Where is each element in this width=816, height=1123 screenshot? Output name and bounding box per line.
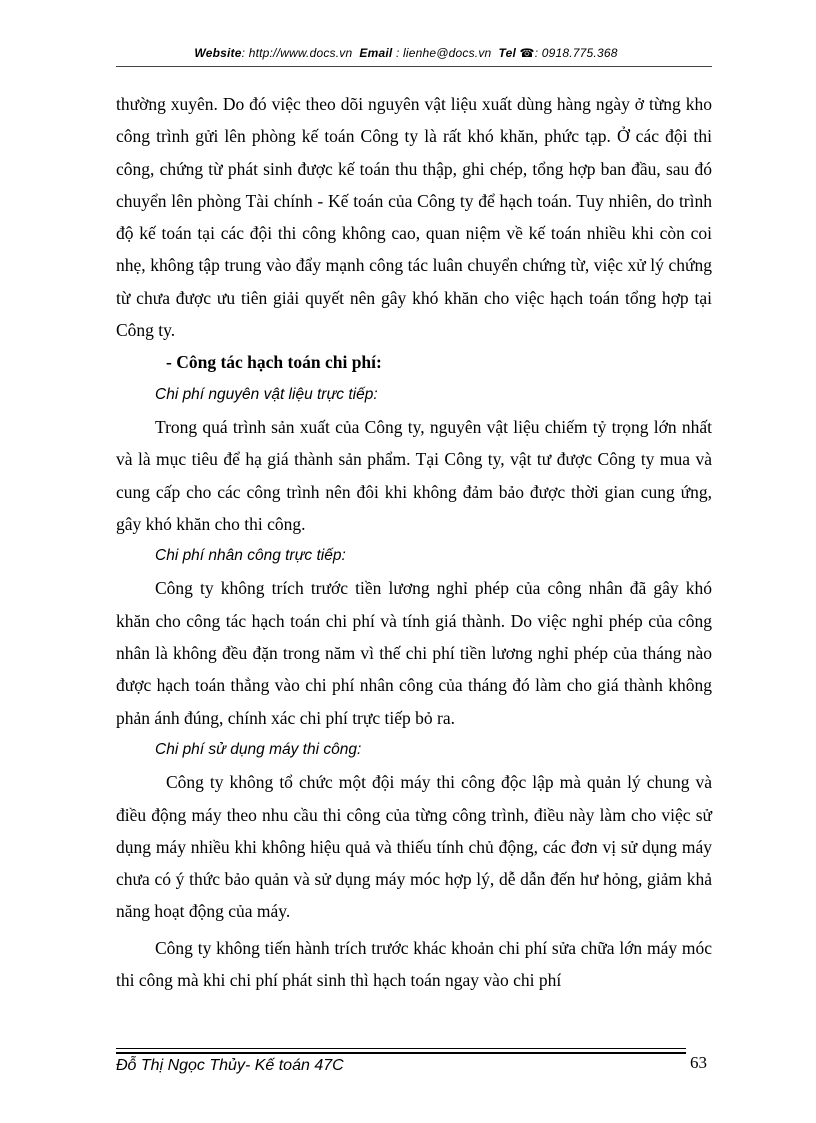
footer-divider-thick [116, 1052, 686, 1054]
paragraph-4: Công ty không tổ chức một đội máy thi công độc lập mà quản lý chung và điều động máy theo nhu cầu thi công của từng công trình, điều này làm cho việc sử dụng máy nhiều khi không hiệu quả và thiếu tính chủ động, các đơn vị sử dụng máy chưa có ý thức bảo quản và sử dụng máy móc hợp lý, dễ dẫn đến hư hỏng, giảm khả năng hoạt động của máy. [116, 772, 712, 922]
footer-divider-thin [116, 1048, 686, 1049]
header-divider [116, 66, 712, 67]
paragraph-1: thường xuyên. Do đó việc theo dõi nguyên vật liệu xuất dùng hàng ngày ở từng kho công trình gửi lên phòng kế toán Công ty là rất khó khăn, phức tạp. Ở các đội thi công, chứng từ phát sinh được kế toán thu thập, ghi chép, tổng hợp ban đầu, sau đó chuyển lên phòng Tài chính - Kế toán của Công ty để hạch toán. Tuy nhiên, do trình độ kế toán tại các đội thi công không cao, quan niệm về kế toán nhiều khi còn coi nhẹ, không tập trung vào đẩy mạnh công tác luân chuyển chứng từ, việc xử lý chứng từ chưa được ưu tiên giải quyết nên gây khó khăn cho việc hạch toán tổng hợp tại Công ty. [116, 94, 712, 341]
tel-value: : 0918.775.368 [534, 46, 618, 60]
page-header [100, 46, 712, 60]
tel-label: Tel [498, 46, 516, 60]
page-number: 63 [690, 1053, 707, 1072]
subheading-materials: Chi phí nguyên vật liệu trực tiếp: [155, 385, 378, 403]
website-label: Website [194, 46, 242, 60]
email-label: Email [359, 46, 393, 60]
document-body [116, 88, 712, 996]
paragraph-2: Trong quá trình sản xuất của Công ty, nguyên vật liệu chiếm tỷ trọng lớn nhất và là mục tiêu để hạ giá thành sản phẩm. Tại Công ty, vật tư được Công ty mua và cung cấp cho các công trình nên đôi khi không đảm bảo được thời gian cung ứng, gây khó khăn cho thi công. [116, 416, 712, 534]
phone-icon: ☎ [519, 46, 535, 60]
paragraph-3: Công ty không trích trước tiền lương nghỉ phép của công nhân đã gây khó khăn cho công tác hạch toán chi phí và tính giá thành. Do việc nghỉ phép của công nhân là không đều đặn trong năm vì thế chi phí tiền lương nghỉ phép của tháng nào được hạch toán thẳng vào chi phí nhân công của tháng đó làm cho giá thành không phản ánh đúng, chính xác chi phí trực tiếp bỏ ra. [116, 578, 712, 728]
email-value: : lienhe@docs.vn [395, 46, 492, 60]
website-value: : http://www.docs.vn [241, 46, 353, 60]
subheading-labor: Chi phí nhân công trực tiếp: [155, 547, 346, 565]
subheading-machinery: Chi phí sử dụng máy thi công: [155, 740, 362, 758]
footer-author: Đỗ Thị Ngọc Thủy- Kế toán 47C [116, 1057, 344, 1074]
section-heading: - Công tác hạch toán chi phí: [166, 352, 382, 373]
paragraph-5: Công ty không tiến hành trích trước khác khoản chi phí sửa chữa lớn máy móc thi công mà khi chi phí phát sinh thì hạch toán ngay vào chi phí [116, 937, 712, 991]
